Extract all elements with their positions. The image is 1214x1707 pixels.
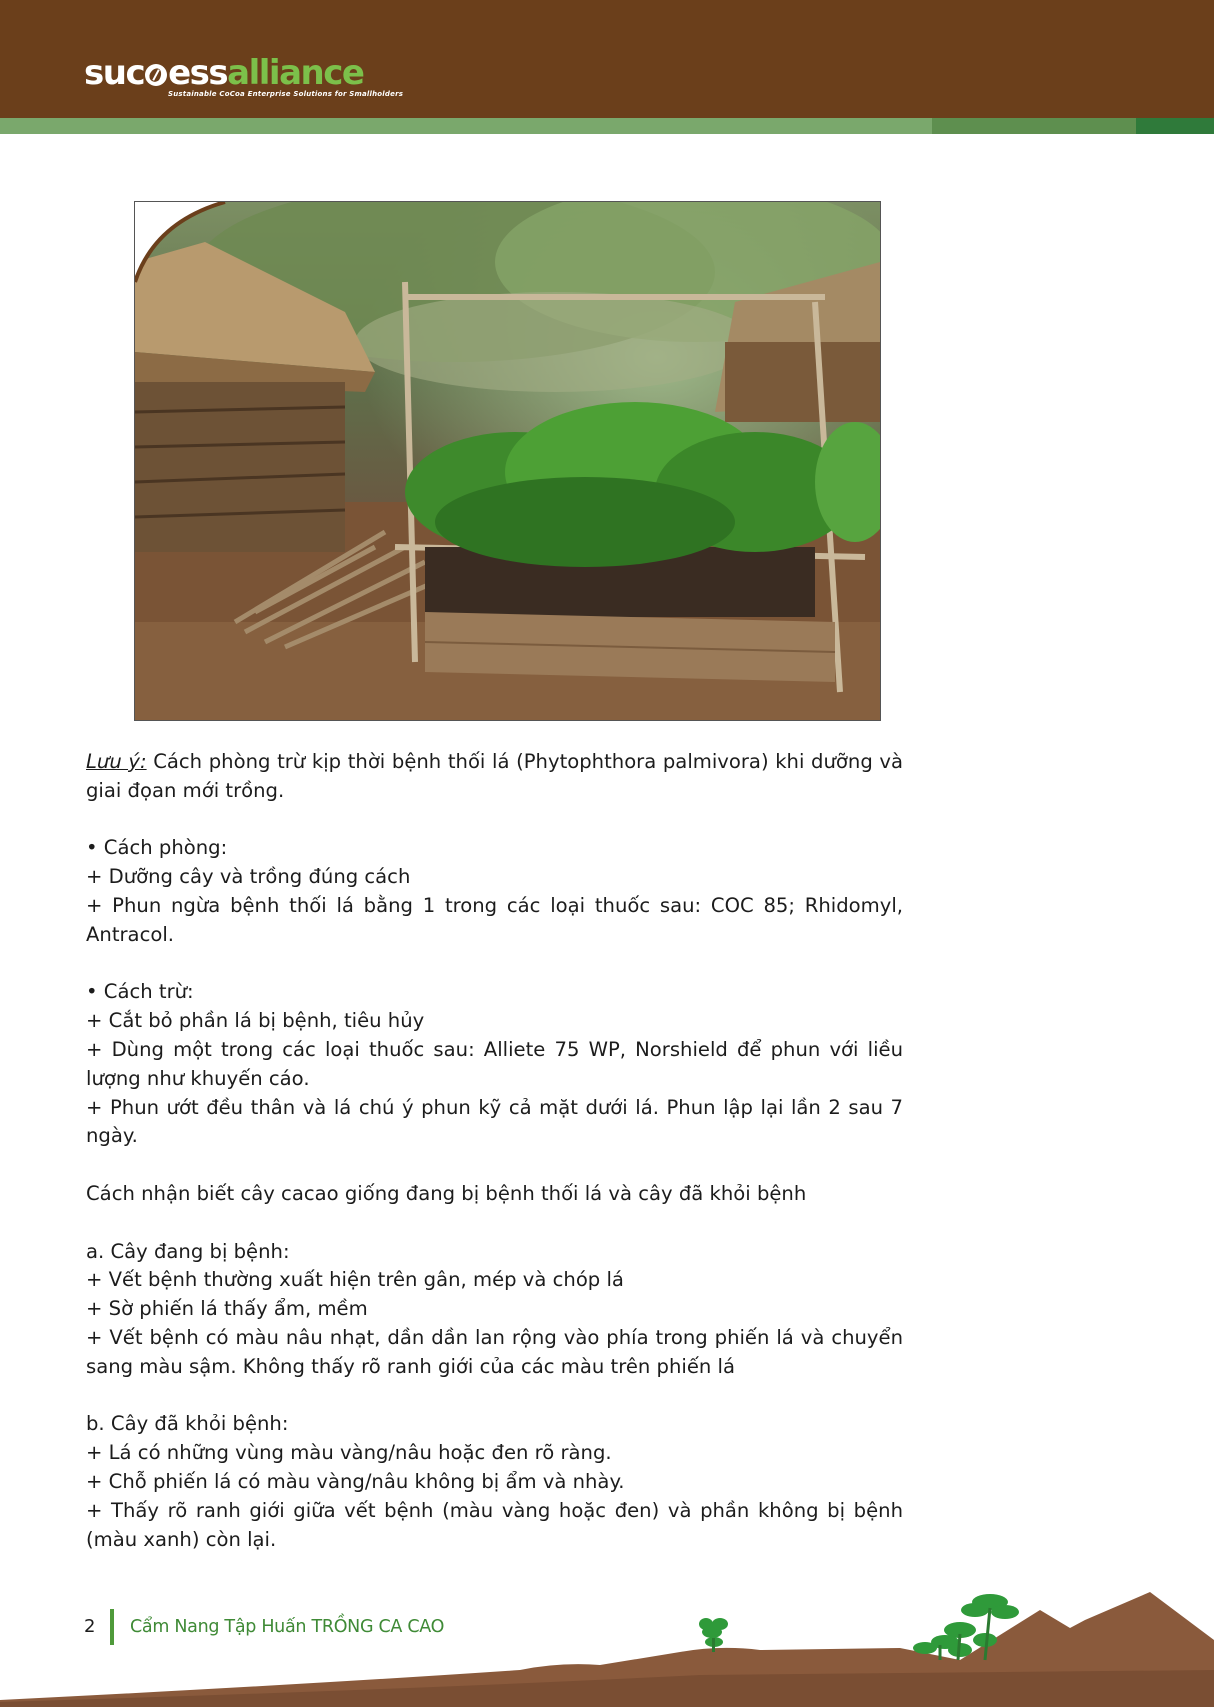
prevention-heading: • Cách phòng: bbox=[86, 836, 228, 860]
list-item: + Dưỡng cây và trồng đúng cách bbox=[86, 865, 411, 889]
logo-text-alliance: alliance bbox=[227, 53, 364, 93]
footer-title: Cẩm Nang Tập Huấn TRỒNG CA CAO bbox=[130, 1617, 445, 1637]
recovered-heading: b. Cây đã khỏi bệnh: bbox=[86, 1412, 289, 1436]
list-item: + Phun ướt đều thân và lá chú ý phun kỹ cả mặt dưới lá. Phun lập lại lần 2 sau 7 ngày. bbox=[86, 1095, 903, 1148]
note-label: Lưu ý: bbox=[86, 750, 147, 773]
list-item: + Sờ phiến lá thấy ẩm, mềm bbox=[86, 1297, 368, 1321]
logo bbox=[84, 53, 404, 102]
logo-tagline: Sustainable CoCoa Enterprise Solutions for Smallholders bbox=[168, 90, 404, 98]
landscape-palm-mountain-icon bbox=[0, 1590, 1214, 1707]
header-stripe bbox=[0, 118, 932, 134]
note-paragraph bbox=[86, 748, 903, 806]
body-text bbox=[86, 748, 903, 1554]
page-number: 2 bbox=[84, 1616, 96, 1637]
header-stripe bbox=[1136, 118, 1214, 134]
photo-illustration bbox=[135, 202, 880, 720]
sick-heading: a. Cây đang bị bệnh: bbox=[86, 1239, 290, 1263]
list-item: + Chỗ phiến lá có màu vàng/nâu không bị ẩm và nhày. bbox=[86, 1469, 625, 1493]
logo-text-success-tail: ess bbox=[168, 53, 228, 93]
cacao-nursery-photo bbox=[134, 201, 881, 721]
cacao-bean-icon bbox=[145, 64, 167, 86]
logo-text-success: suc bbox=[84, 53, 145, 93]
note-text: Cách phòng trừ kịp thời bệnh thối lá (Phytophthora palmivora) khi dưỡng và giai đọan mới trồng. bbox=[86, 750, 903, 802]
footer-divider bbox=[110, 1609, 114, 1645]
list-item: + Vết bệnh có màu nâu nhạt, dần dần lan rộng vào phía trong phiến lá và chuyển sang màu sậm. Không thấy rõ ranh giới của các màu trên phiến lá bbox=[86, 1325, 903, 1378]
list-item: + Dùng một trong các loại thuốc sau: Alliete 75 WP, Norshield để phun với liều lượng như khuyến cáo. bbox=[86, 1037, 903, 1090]
list-item: + Phun ngừa bệnh thối lá bằng 1 trong các loại thuốc sau: COC 85; Rhidomyl, Antracol. bbox=[86, 893, 903, 946]
list-item: + Thấy rõ ranh giới giữa vết bệnh (màu vàng hoặc đen) và phần không bị bệnh (màu xanh) còn lại. bbox=[86, 1498, 903, 1551]
list-item: + Cắt bỏ phần lá bị bệnh, tiêu hủy bbox=[86, 1009, 425, 1033]
treatment-heading: • Cách trừ: bbox=[86, 980, 194, 1004]
list-item: + Lá có những vùng màu vàng/nâu hoặc đen rõ ràng. bbox=[86, 1441, 612, 1465]
identify-heading: Cách nhận biết cây cacao giống đang bị bệnh thối lá và cây đã khỏi bệnh bbox=[86, 1181, 807, 1205]
header-stripe bbox=[932, 118, 1136, 134]
list-item: + Vết bệnh thường xuất hiện trên gân, mép và chóp lá bbox=[86, 1268, 624, 1292]
